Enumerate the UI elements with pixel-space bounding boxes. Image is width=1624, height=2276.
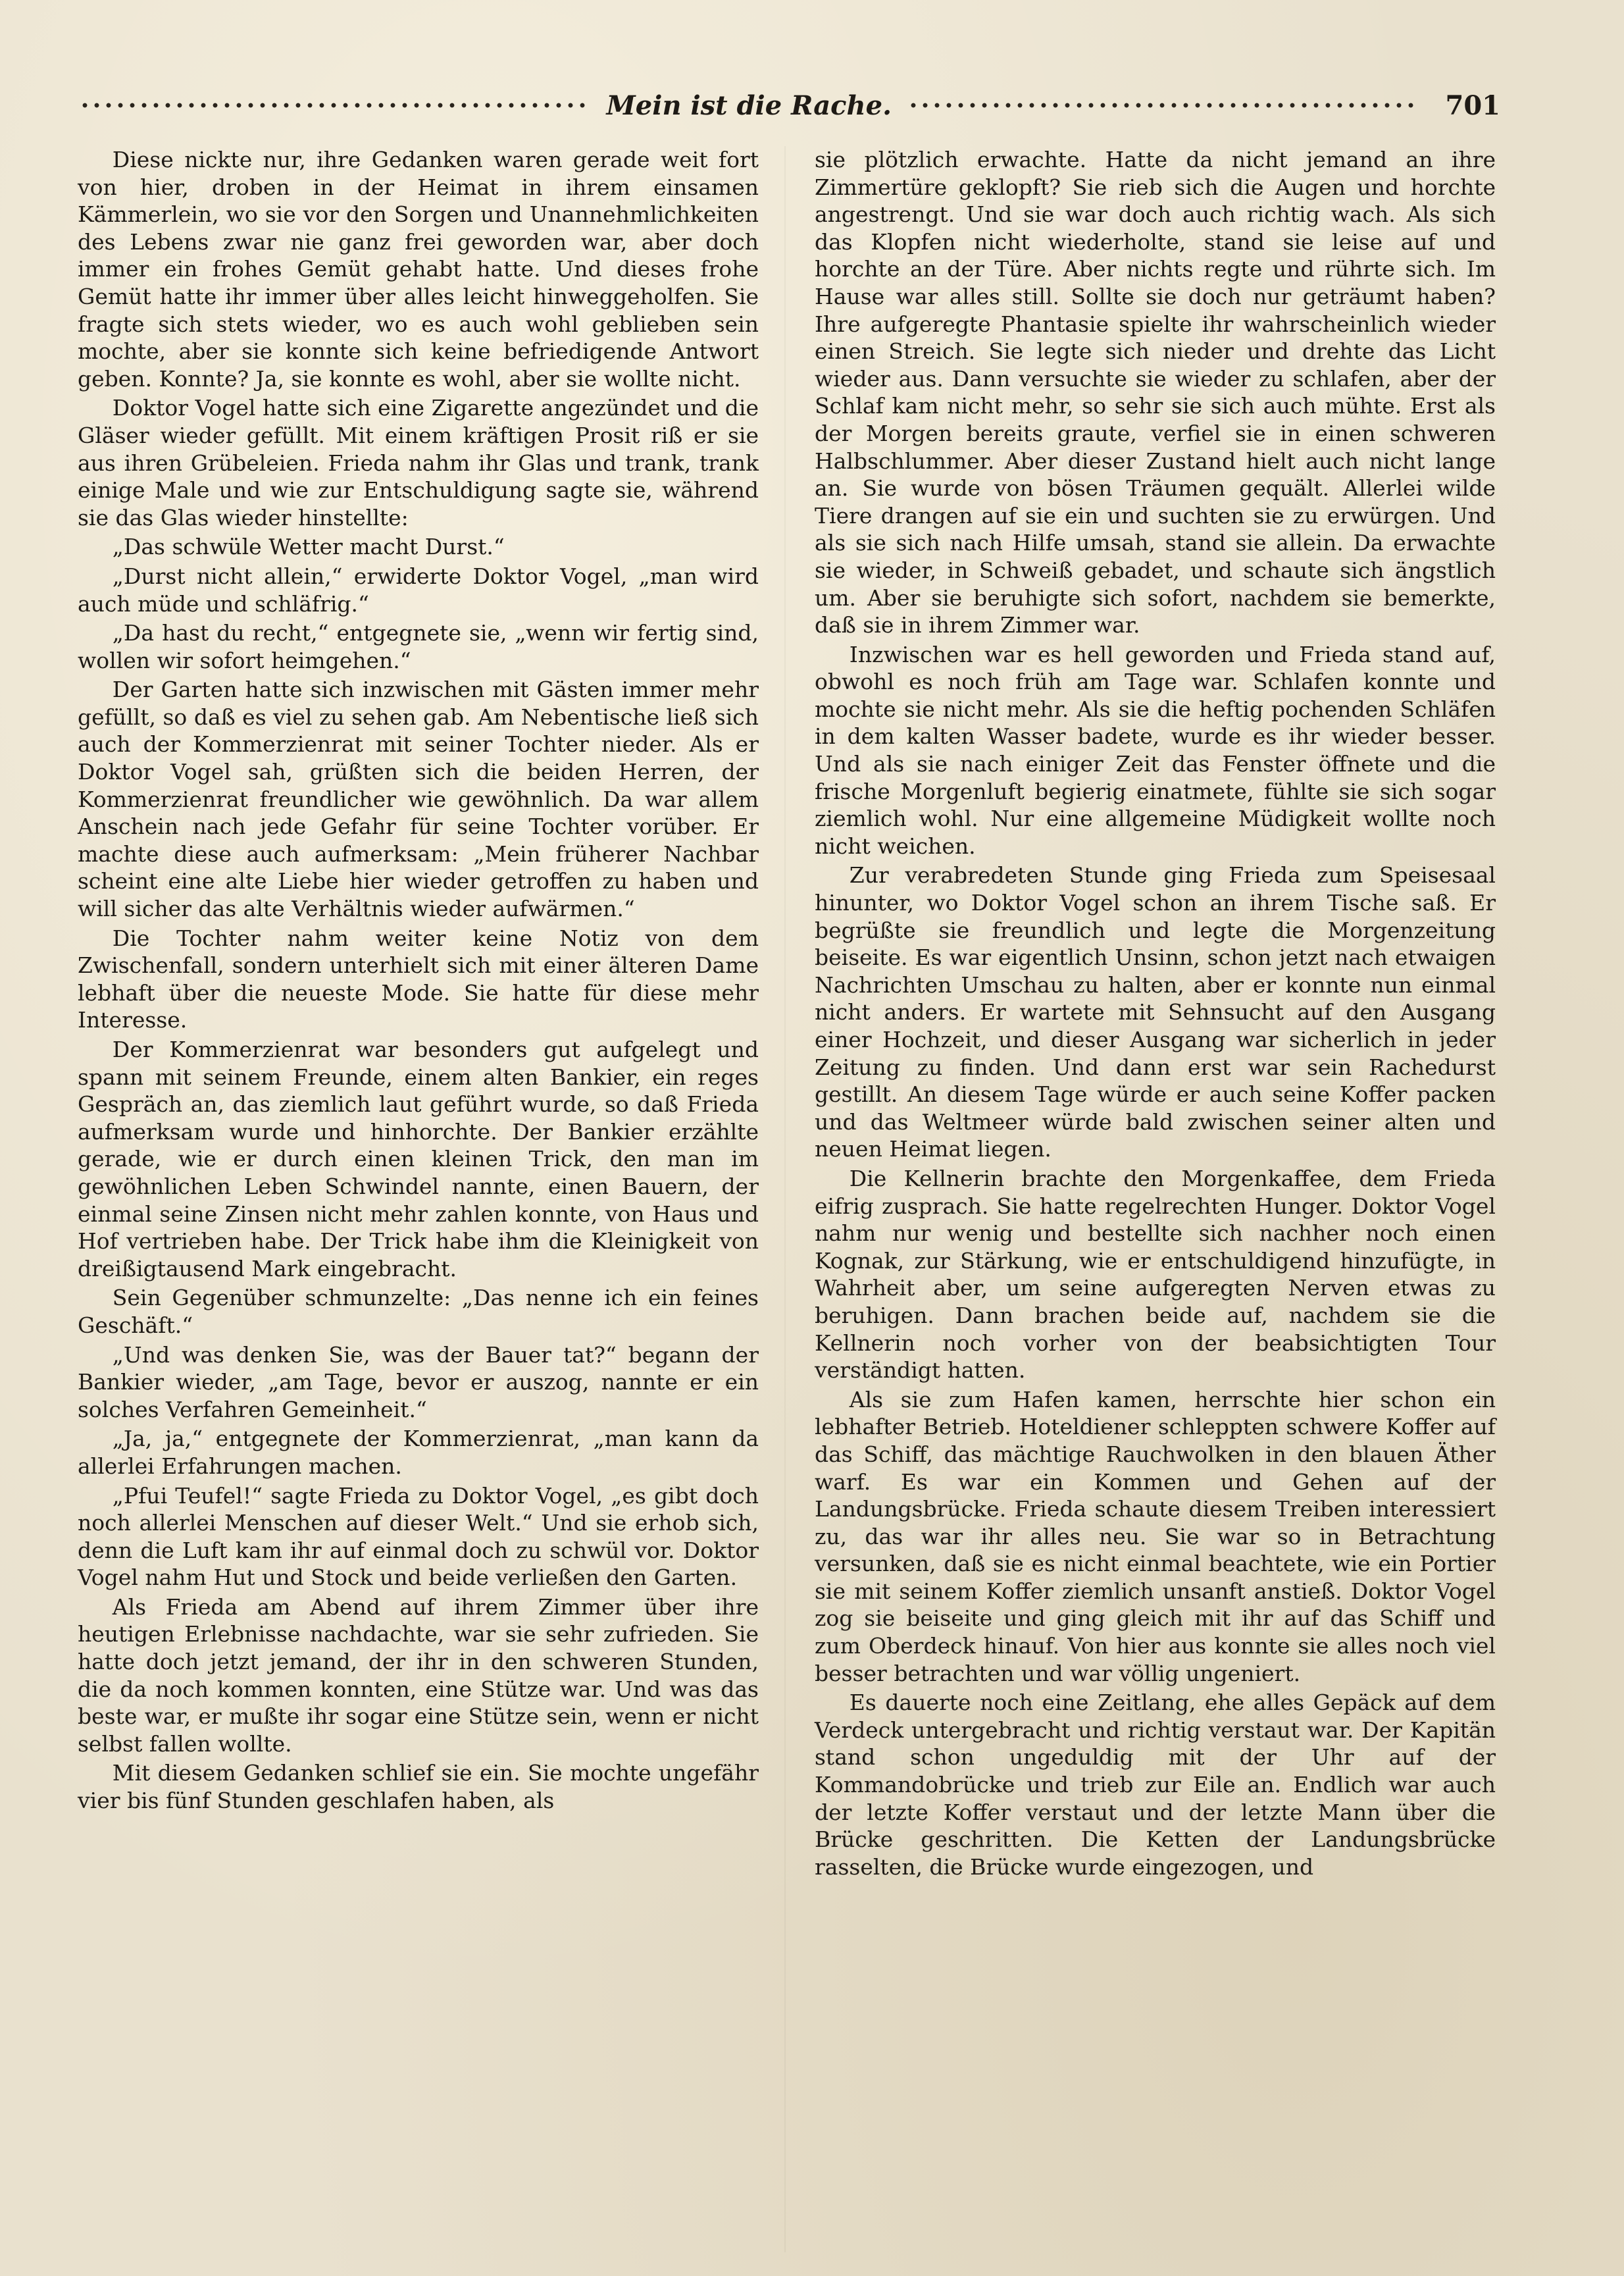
header-ornament-right bbox=[907, 101, 1419, 109]
paragraph: Es dauerte noch eine Zeitlang, ehe alles Gepäck auf dem Verdeck untergebracht und richtig verstaut war. Der Kapitän stand schon ungeduldig mit der Uhr auf der Kommandobrücke und trieb zur Eile an. Endlich war auch der letzte Koffer verstaut und der letzte Mann über die Brücke geschritten. Die Ketten der Landungsbrücke rasselten, die Brücke wurde eingezogen, und bbox=[815, 1690, 1496, 1880]
paragraph-continuation: sie plötzlich erwachte. Hatte da nicht jemand an ihre Zimmertüre geklopft? Sie rieb sich die Augen und horchte angestrengt. Und sie war doch auch richtig wach. Als sich das Klopfen nicht wiederholte, stand sie leise auf und horchte an der Türe. Aber nichts regte und rührte sich. Im Hause war alles still. Sollte sie doch nur geträumt haben? Ihre aufgeregte Phantasie spielte ihr wahrscheinlich wieder einen Streich. Sie legte sich nieder und drehte das Licht wieder aus. Dann versuchte sie wieder zu schlafen, aber der Schlaf kam nicht mehr, so sehr sie sich auch mühte. Erst als der Morgen bereits graute, verfiel sie in einen schweren Halbschlummer. Aber dieser Zustand hielt auch nicht lange an. Sie wurde von bösen Träumen gequält. Allerlei wilde Tiere drangen auf sie ein und suchten sie zu erwürgen. Und als sie sich nach Hilfe umsah, stand sie allein. Da erwachte sie wieder, in Schweiß gebadet, und schaute sich ängstlich um. Aber sie beruhigte sich sofort, nachdem sie bemerkte, daß sie in ihrem Zimmer war. bbox=[815, 147, 1496, 638]
paragraph: Zur verabredeten Stunde ging Frieda zum Speisesaal hinunter, wo Doktor Vogel schon an ihrem Tische saß. Er begrüßte sie freundlich und legte die Morgenzeitung beiseite. Es war eigentlich Unsinn, schon jetzt nach etwaigen Nachrichten Umschau zu halten, aber er konnte nun einmal nicht anders. Er wartete mit Sehnsucht auf den Ausgang einer Hochzeit, und dieser Ausgang war sicherlich in jeder Zeitung zu finden. Und dann erst war sein Rachedurst gestillt. An diesem Tage würde er auch seine Koffer packen und das Weltmeer würde bald zwischen seiner alten und neuen Heimat liegen. bbox=[815, 862, 1496, 1162]
left-column bbox=[78, 146, 759, 1817]
paragraph: „Und was denken Sie, was der Bauer tat?“ begann der Bankier wieder, „am Tage, bevor er auszog, nannte er ein solches Verfahren Gemeinheit.“ bbox=[78, 1341, 759, 1422]
paragraph: Sein Gegenüber schmunzelte: „Das nenne ich ein feines Geschäft.“ bbox=[78, 1285, 759, 1338]
paragraph: „Das schwüle Wetter macht Durst.“ bbox=[112, 534, 505, 560]
paragraph: „Pfui Teufel!“ sagte Frieda zu Doktor Vogel, „es gibt doch noch allerlei Menschen auf dieser Welt.“ Und sie erhob sich, denn die Luft kam ihr auf einmal doch zu schwül vor. Doktor Vogel nahm Hut und Stock und beide verließen den Garten. bbox=[78, 1482, 759, 1591]
paragraph: Die Tochter nahm weiter keine Notiz von dem Zwischenfall, sondern unterhielt sich mit einer älteren Dame lebhaft über die neueste Mode. Sie hatte für diese mehr Interesse. bbox=[78, 925, 759, 1033]
paragraph: Inzwischen war es hell geworden und Frieda stand auf, obwohl es noch früh am Tage war. Schlafen konnte und mochte sie nicht mehr. Als sie die heftig pochenden Schläfen in dem kalten Wasser badete, wurde es ihr wieder besser. Und als sie nach einiger Zeit das Fenster öffnete und die frische Morgenluft begierig einatmete, fühlte sie sich sogar ziemlich wohl. Nur eine allgemeine Müdigkeit wollte noch nicht weichen. bbox=[815, 641, 1496, 859]
paragraph: Die Kellnerin brachte den Morgenkaffee, dem Frieda eifrig zusprach. Sie hatte regelrechten Hunger. Doktor Vogel nahm nur wenig und bestellte sich nachher noch einen Kognak, zur Stärkung, wie er entschuldigend hinzufügte, in Wahrheit aber, um seine aufgeregten Nerven etwas zu beruhigen. Dann brachen beide auf, nachdem sie die Kellnerin noch vorher von der beabsichtigten Tour verständigt hatten. bbox=[815, 1165, 1496, 1384]
paragraph: Als sie zum Hafen kamen, herrschte hier schon ein lebhafter Betrieb. Hoteldiener schleppten schwere Koffer auf das Schiff, das mächtige Rauchwolken in den blauen Äther warf. Es war ein Kommen und Gehen auf der Landungsbrücke. Frieda schaute diesem Treiben interessiert zu, das war ihr alles neu. Sie war so in Betrachtung versunken, daß sie es nicht einmal beachtete, wie ein Portier sie mit seinem Koffer ziemlich unsanft anstieß. Doktor Vogel zog sie beiseite und ging gleich mit ihr auf das Schiff und zum Oberdeck hinauf. Von hier aus konnte sie alles noch viel besser betrachten und war völlig ungeniert. bbox=[815, 1386, 1496, 1686]
paragraph: Der Garten hatte sich inzwischen mit Gästen immer mehr gefüllt, so daß es viel zu sehen gab. Am Nebentische ließ sich auch der Kommerzienrat mit seiner Tochter nieder. Als er Doktor Vogel sah, grüßten sich die beiden Herren, der Kommerzienrat freundlicher wie gewöhnlich. Da war allem Anschein nach jede Gefahr für seine Tochter vorüber. Er machte diese auch aufmerksam: „Mein früherer Nachbar scheint eine alte Liebe hier wieder getroffen zu haben und will sicher das alte Verhältnis wieder aufwärmen.“ bbox=[78, 677, 759, 922]
paragraph: „Da hast du recht,“ entgegnete sie, „wenn wir fertig sind, wollen wir sofort heimgehen.“ bbox=[78, 620, 759, 673]
paragraph: Diese nickte nur, ihre Gedanken waren gerade weit fort von hier, droben in der Heimat in ihrem einsamen Kämmerlein, wo sie vor den Sorgen und Unannehmlichkeiten des Lebens zwar nie ganz frei geworden war, aber doch immer ein frohes Gemüt gehabt hatte. Und dieses frohe Gemüt hatte ihr immer über alles leicht hinweggeholfen. Sie fragte sich stets wieder, wo es auch wohl geblieben sein mochte, aber sie konnte sich keine befriedigende Antwort geben. Konnte? Ja, sie konnte es wohl, aber sie wollte nicht. bbox=[78, 147, 759, 392]
header-ornament-left bbox=[79, 101, 591, 109]
paragraph: Der Kommerzienrat war besonders gut aufgelegt und spann mit seinem Freunde, einem alten Bankier, ein reges Gespräch an, das ziemlich laut geführt wurde, so daß Frieda aufmerksam wurde und hinhorchte. Der Bankier erzählte gerade, wie er durch einen kleinen Trick, den man im gewöhnlichen Leben Schwindel nannte, einen Bauern, der einmal seine Zinsen nicht mehr zahlen konnte, von Haus und Hof vertrieben habe. Der Trick habe ihm die Kleinigkeit von dreißigtausend Mark eingebracht. bbox=[78, 1037, 759, 1281]
page-header bbox=[79, 86, 1500, 125]
paragraph: Mit diesem Gedanken schlief sie ein. Sie mochte ungefähr vier bis fünf Stunden geschlafen haben, als bbox=[78, 1760, 759, 1814]
column-gutter bbox=[784, 146, 786, 2252]
paragraph: Als Frieda am Abend auf ihrem Zimmer über ihre heutigen Erlebnisse nachdachte, war sie sehr zufrieden. Sie hatte doch jetzt jemand, der ihr in den schweren Stunden, die da noch kommen konnten, eine Stütze war. Und was das beste war, er mußte ihr sogar eine Stütze sein, wenn er nicht selbst fallen wollte. bbox=[78, 1593, 759, 1757]
page-number: 701 bbox=[1445, 90, 1501, 121]
running-title: Mein ist die Rache. bbox=[606, 90, 892, 121]
paragraph: „Durst nicht allein,“ erwiderte Doktor Vogel, „man wird auch müde und schläfrig.“ bbox=[78, 563, 759, 617]
paragraph: „Ja, ja,“ entgegnete der Kommerzienrat, „man kann da allerlei Erfahrungen machen. bbox=[78, 1426, 759, 1479]
right-column bbox=[815, 146, 1496, 1882]
paragraph: Doktor Vogel hatte sich eine Zigarette angezündet und die Gläser wieder gefüllt. Mit einem kräftigen Prosit riß er sie aus ihren Grübeleien. Frieda nahm ihr Glas und trank, trank einige Male und wie zur Entschuldigung sagte sie, während sie das Glas wieder hinstellte: bbox=[78, 395, 759, 530]
